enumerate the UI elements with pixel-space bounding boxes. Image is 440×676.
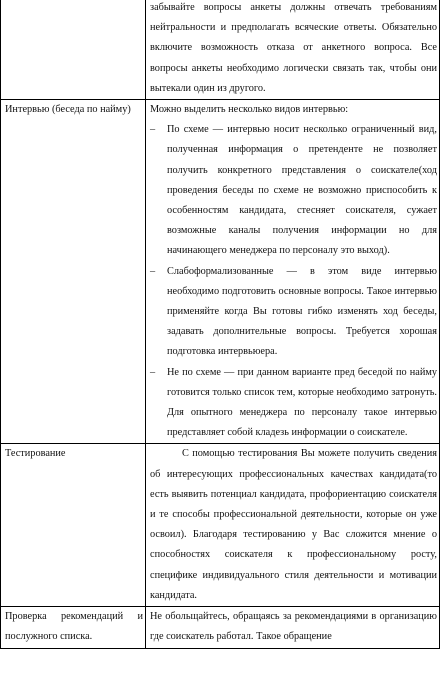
list-item-text: По схеме — интервью носит несколько ограниченный вид, полученная информация о претенденте не позволяет получить конкретного представления о соискателе(ход проведения беседы по схеме не возможно приспособить к особенностям кандидата, стесняет соискателя, сужает возможные каналы получения информации но для начинающего менеджера по персоналу это выход). [167,124,437,257]
dash-bullet: – [150,366,156,378]
content-intro: Можно выделить несколько видов интервью: [150,104,349,116]
list-item [150,363,437,444]
row-content-cell [146,607,440,648]
table-row-references [1,607,440,648]
row-label: Тестирование [5,448,66,460]
table-row-interview [1,100,440,444]
list-item [150,262,437,363]
content-paragraph: С помощью тестирования Вы можете получить сведения об интересующих профессиональных качествах кандидата(то есть выявить потенциал кандидата, профориентацию соискателя и те способы профессиональной деятельности, которые он уже освоил). Благодаря тестированию у Вас сложится мнение о способностях соискателя к профессиональному росту, специфике индивидуального стиля деятельности и мотивации кандидата. [150,448,437,601]
list-item [150,120,437,261]
row-label-cell [1,607,146,648]
dash-bullet: – [150,124,156,136]
content-paragraph: Не обольщайтесь, обращаясь за рекомендациями в организацию где соискатель работал. Такое обращение [150,611,437,643]
row-content-cell [146,444,440,607]
row-label-cell [1,0,146,100]
row-content-cell [146,100,440,444]
row-label: Проверка рекомендаций и послужного списка. [5,611,143,643]
row-label-cell [1,444,146,607]
content-paragraph: забывайте вопросы анкеты должны отвечать требованиям нейтральности и предполагать всяческие ответы. Обязательно включите возможность отказа от анкетного вопроса. Все вопросы анкеты необходимо логически связать так, чтобы они вытекали один из другого. [150,2,437,94]
row-label: Интервью (беседа по найму) [5,104,131,116]
table-row-testing [1,444,440,607]
row-content-cell [146,0,440,100]
table-row-questionnaire [1,0,440,100]
interview-types-list [150,120,437,443]
list-item-text: Не по схеме — при данном варианте пред беседой по найму готовится только список тем, которые необходимо затронуть. Для опытного менеджера по персоналу такое интервью представляет собой кладезь информации о соискателе. [167,366,437,439]
list-item-text: Слабоформализованные — в этом виде интервью необходимо подготовить основные вопросы. Такое интервью применяйте когда Вы готовы гибко изменять ход беседы, задавать дополнительные вопросы. Требуется хорошая подготовка интервьюера. [167,265,437,358]
dash-bullet: – [150,265,156,277]
row-label-cell [1,100,146,444]
